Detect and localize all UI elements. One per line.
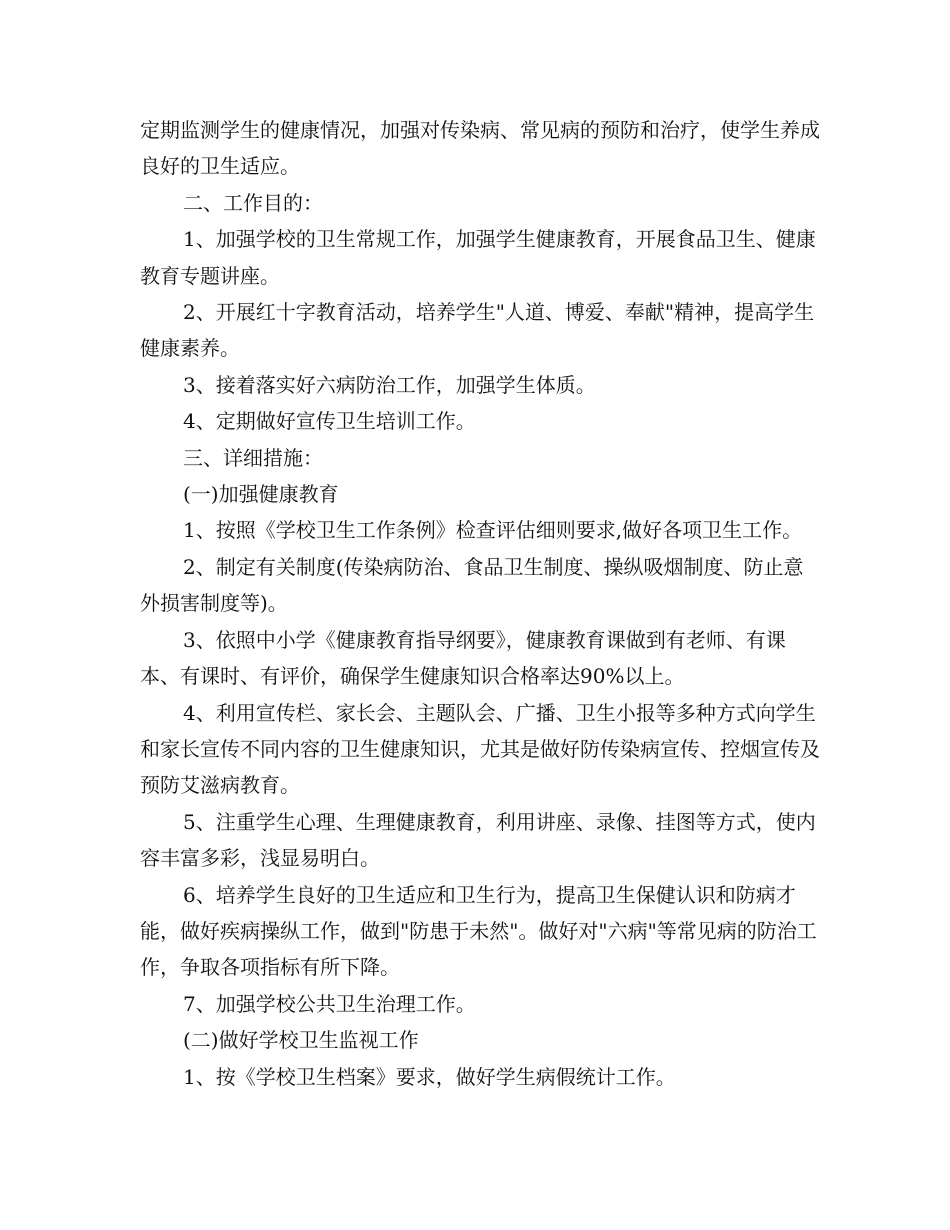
list-item: 1、按《学校卫生档案》要求，做好学生病假统计工作。 <box>183 1064 676 1089</box>
document-body <box>140 112 820 1095</box>
subsection-heading: (一)加强健康教育 <box>183 482 339 507</box>
subsection-heading: (二)做好学校卫生监视工作 <box>183 1028 419 1053</box>
list-item: 2、制定有关制度(传染病防治、食品卫生制度、操纵吸烟制度、防止意外损害制度等)。 <box>140 554 804 616</box>
list-item: 5、注重学生心理、生理健康教育，利用讲座、录像、挂图等方式，使内容丰富多彩，浅显易明白。 <box>140 809 816 871</box>
list-item: 2、开展红十字教育活动，培养学生"人道、博爱、奉献"精神，提高学生健康素养。 <box>140 300 815 361</box>
list-item: 4、利用宣传栏、家长会、主题队会、广播、卫生小报等多种方式向学生和家长宣传不同内容的卫生健康知识，尤其是做好防传染病宣传、控烟宣传及预防艾滋病教育。 <box>140 700 820 798</box>
paragraph: 定期监测学生的健康情况，加强对传染病、常见病的预防和治疗，使学生养成良好的卫生适应。 <box>140 118 820 179</box>
list-item: 3、依照中小学《健康教育指导纲要》，健康教育课做到有老师、有课本、有课时、有评价，确保学生健康知识合格率达90%以上。 <box>140 627 786 689</box>
list-item: 7、加强学校公共卫生治理工作。 <box>183 991 476 1016</box>
list-item: 6、培养学生良好的卫生适应和卫生行为，提高卫生保健认识和防病才能，做好疾病操纵工作，做到"防患于未然"。做好对"六病"等常见病的防治工作，争取各项指标有所下降。 <box>140 882 817 980</box>
list-item: 3、接着落实好六病防治工作，加强学生体质。 <box>183 372 596 397</box>
section-heading: 二、工作目的： <box>183 190 323 215</box>
section-heading: 三、详细措施： <box>183 445 323 470</box>
list-item: 4、定期做好宣传卫生培训工作。 <box>183 409 476 434</box>
list-item: 1、加强学校的卫生常规工作，加强学生健康教育，开展食品卫生、健康教育专题讲座。 <box>140 227 816 288</box>
list-item: 1、按照《学校卫生工作条例》检查评估细则要求,做好各项卫生工作。 <box>183 518 803 543</box>
